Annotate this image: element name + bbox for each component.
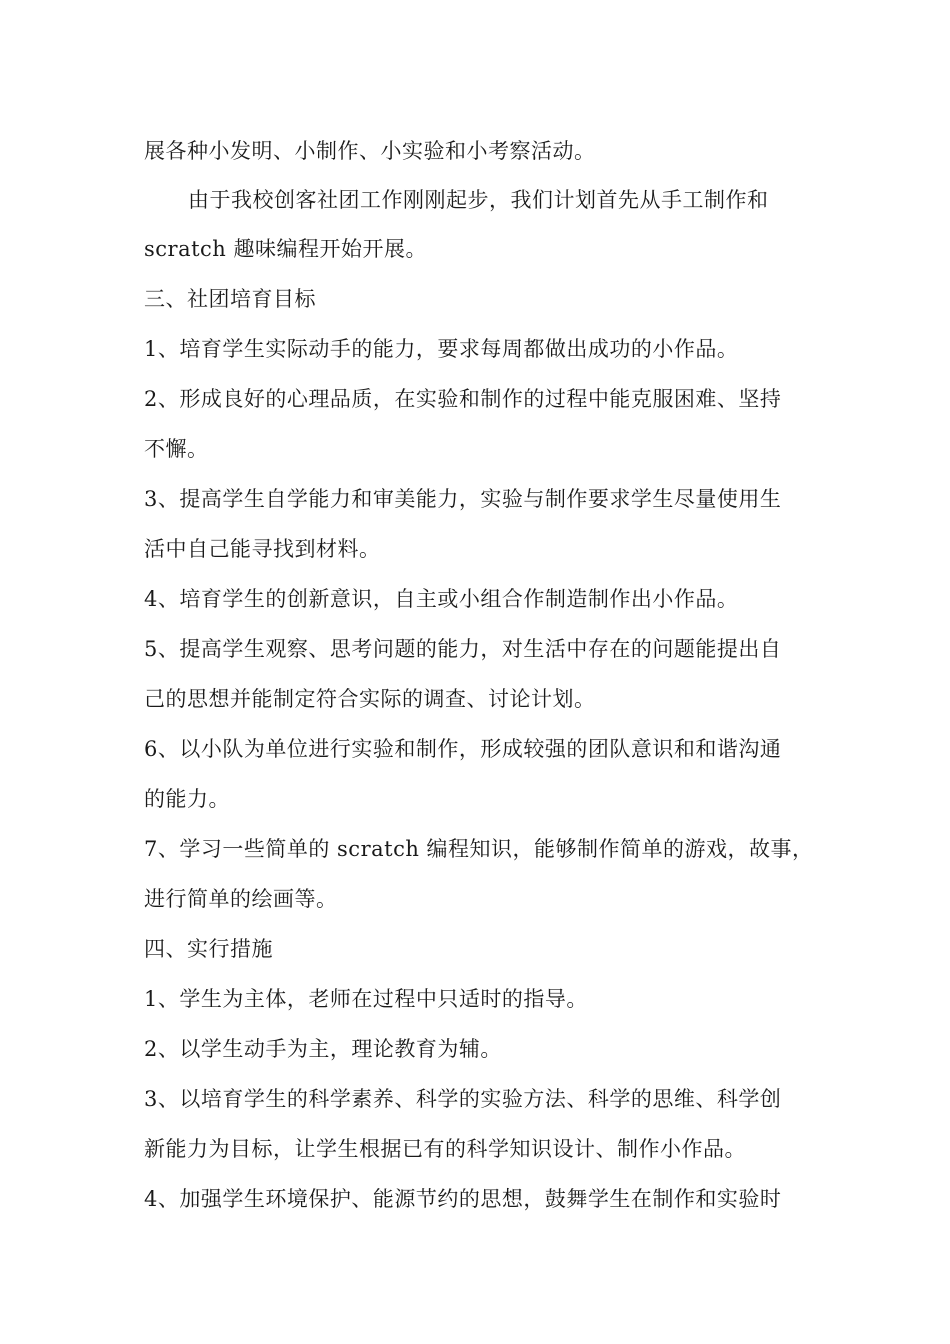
list-item: 2、以学生动手为主，理论教育为辅。	[144, 1037, 502, 1061]
list-item-continuation: 新能力为目标，让学生根据已有的科学知识设计、制作小作品。	[144, 1137, 746, 1161]
list-item: 4、加强学生环境保护、能源节约的思想，鼓舞学生在制作和实验时	[144, 1187, 782, 1211]
section-heading: 三、社团培育目标	[144, 287, 316, 311]
list-item: 7、学习一些简单的 scratch 编程知识，能够制作简单的游戏，故事，	[144, 837, 814, 861]
list-item: 1、学生为主体，老师在过程中只适时的指导。	[144, 987, 588, 1011]
list-item: 3、提高学生自学能力和审美能力，实验与制作要求学生尽量使用生	[144, 487, 782, 511]
list-item: 5、提高学生观察、思考问题的能力，对生活中存在的问题能提出自	[144, 637, 782, 661]
list-item-continuation: 的能力。	[144, 787, 230, 811]
list-item: 6、以小队为单位进行实验和制作，形成较强的团队意识和和谐沟通	[144, 737, 782, 761]
paragraph-line: 由于我校创客社团工作刚刚起步，我们计划首先从手工制作和	[188, 188, 769, 212]
list-item: 4、培育学生的创新意识，自主或小组合作制造制作出小作品。	[144, 587, 739, 611]
list-item: 1、培育学生实际动手的能力，要求每周都做出成功的小作品。	[144, 337, 739, 361]
list-item-continuation: 不懈。	[144, 437, 209, 461]
paragraph-line: scratch 趣味编程开始开展。	[144, 237, 427, 261]
list-item-continuation: 进行简单的绘画等。	[144, 887, 338, 911]
paragraph-line: 展各种小发明、小制作、小实验和小考察活动。	[144, 139, 596, 163]
list-item: 3、以培育学生的科学素养、科学的实验方法、科学的思维、科学创	[144, 1087, 782, 1111]
list-item-continuation: 活中自己能寻找到材料。	[144, 537, 381, 561]
list-item-continuation: 己的思想并能制定符合实际的调查、讨论计划。	[144, 687, 596, 711]
list-item: 2、形成良好的心理品质，在实验和制作的过程中能克服困难、坚持	[144, 387, 782, 411]
section-heading: 四、实行措施	[144, 937, 273, 961]
